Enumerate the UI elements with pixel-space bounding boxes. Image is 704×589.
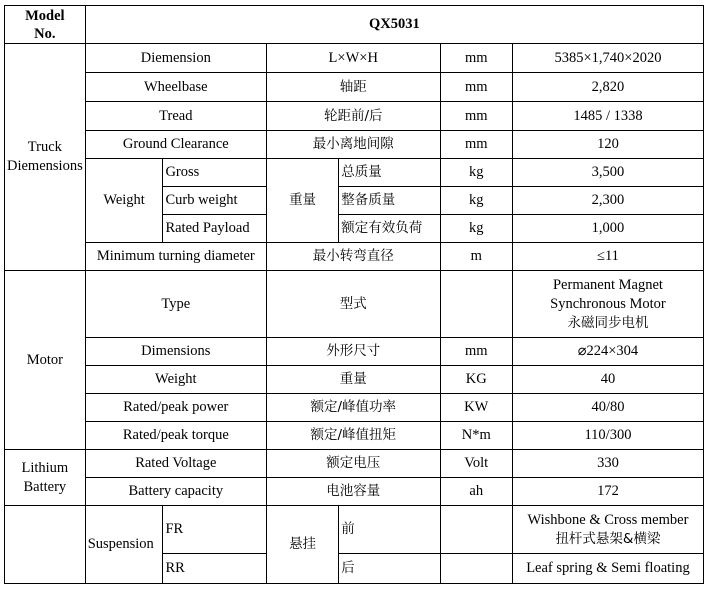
row-unit: mm	[440, 338, 512, 366]
row-value: 110/300	[512, 422, 703, 450]
row-label: Dimensions	[85, 338, 266, 366]
row-zh: 整备质量	[339, 187, 440, 215]
row-zh: 额定/峰值扭矩	[266, 422, 440, 450]
row-label: Type	[85, 271, 266, 338]
table-row	[5, 338, 704, 366]
row-value: ≤11	[512, 243, 703, 271]
row-value: ⌀224×304	[512, 338, 703, 366]
row-unit: mm	[440, 102, 512, 131]
row-unit: N*m	[440, 422, 512, 450]
row-zh: 轮距前/后	[266, 102, 440, 131]
row-unit: m	[440, 243, 512, 271]
truck-dimensions-group: Truck Diemensions	[5, 44, 86, 271]
model-no-label: Model No.	[5, 6, 86, 44]
row-zh: 电池容量	[266, 478, 440, 506]
row-unit: mm	[440, 73, 512, 102]
model-value: QX5031	[85, 6, 703, 44]
row-value: 40	[512, 366, 703, 394]
row-label: Rated Voltage	[85, 450, 266, 478]
row-zh: 重量	[266, 366, 440, 394]
row-unit: KW	[440, 394, 512, 422]
row-value: 330	[512, 450, 703, 478]
table-row	[5, 394, 704, 422]
row-value	[512, 271, 703, 338]
row-zh: 额定/峰值功率	[266, 394, 440, 422]
row-zh: 最小转弯直径	[266, 243, 440, 271]
row-value: 120	[512, 131, 703, 159]
row-label: Minimum turning diameter	[85, 243, 266, 271]
table-row	[5, 271, 704, 338]
row-zh: 总质量	[339, 159, 440, 187]
row-zh: 外形尺寸	[266, 338, 440, 366]
row-label: Ground Clearance	[85, 131, 266, 159]
row-unit	[440, 506, 512, 554]
header-row	[5, 6, 704, 44]
row-unit: kg	[440, 215, 512, 243]
table-row	[5, 243, 704, 271]
row-label: RR	[163, 554, 266, 584]
suspension-zh: 悬挂	[266, 506, 338, 584]
row-zh: 额定有效负荷	[339, 215, 440, 243]
row-value: 172	[512, 478, 703, 506]
row-value: 3,500	[512, 159, 703, 187]
row-unit	[440, 554, 512, 584]
row-label: Curb weight	[163, 187, 266, 215]
row-unit: mm	[440, 44, 512, 73]
row-value: 1,000	[512, 215, 703, 243]
table-row	[5, 159, 704, 187]
row-zh: L×W×H	[266, 44, 440, 73]
weight-label: Weight	[85, 159, 163, 243]
row-label: FR	[163, 506, 266, 554]
row-value: 40/80	[512, 394, 703, 422]
table-row	[5, 102, 704, 131]
row-value: Leaf spring & Semi floating	[512, 554, 703, 584]
row-value: 2,820	[512, 73, 703, 102]
table-row	[5, 478, 704, 506]
table-row	[5, 44, 704, 73]
table-row	[5, 450, 704, 478]
suspension-empty-cell	[5, 506, 86, 584]
motor-type-line-2: Synchronous Motor	[550, 295, 666, 312]
spec-table	[4, 5, 704, 584]
row-label: Gross	[163, 159, 266, 187]
suspension-label: Suspension	[85, 506, 163, 584]
row-value: 1485 / 1338	[512, 102, 703, 131]
row-label: Diemension	[85, 44, 266, 73]
row-label: Battery capacity	[85, 478, 266, 506]
row-value: 2,300	[512, 187, 703, 215]
row-label: Rated/peak power	[85, 394, 266, 422]
row-label: Weight	[85, 366, 266, 394]
suspension-fr-value: Wishbone & Cross member	[527, 511, 689, 528]
motor-type-zh: 永磁同步电机	[567, 314, 649, 331]
table-row	[5, 131, 704, 159]
row-unit: KG	[440, 366, 512, 394]
motor-group: Motor	[5, 271, 86, 450]
row-zh: 轴距	[266, 73, 440, 102]
row-unit: kg	[440, 187, 512, 215]
row-label: Rated Payload	[163, 215, 266, 243]
row-unit: kg	[440, 159, 512, 187]
row-label: Wheelbase	[85, 73, 266, 102]
table-row	[5, 422, 704, 450]
row-unit: Volt	[440, 450, 512, 478]
row-unit	[440, 271, 512, 338]
battery-group: Lithium Battery	[5, 450, 86, 506]
row-value: 5385×1,740×2020	[512, 44, 703, 73]
row-zh: 后	[339, 554, 440, 584]
row-unit: mm	[440, 131, 512, 159]
row-zh: 额定电压	[266, 450, 440, 478]
row-zh: 前	[339, 506, 440, 554]
weight-zh: 重量	[266, 159, 338, 243]
row-zh: 型式	[266, 271, 440, 338]
row-value	[512, 506, 703, 554]
table-row	[5, 73, 704, 102]
suspension-fr-zh-value: 扭杆式悬架&横梁	[555, 530, 661, 547]
table-row	[5, 506, 704, 554]
row-zh: 最小离地间隙	[266, 131, 440, 159]
row-label: Rated/peak torque	[85, 422, 266, 450]
table-row	[5, 366, 704, 394]
row-label: Tread	[85, 102, 266, 131]
row-unit: ah	[440, 478, 512, 506]
motor-type-line-1: Permanent Magnet	[552, 276, 663, 293]
